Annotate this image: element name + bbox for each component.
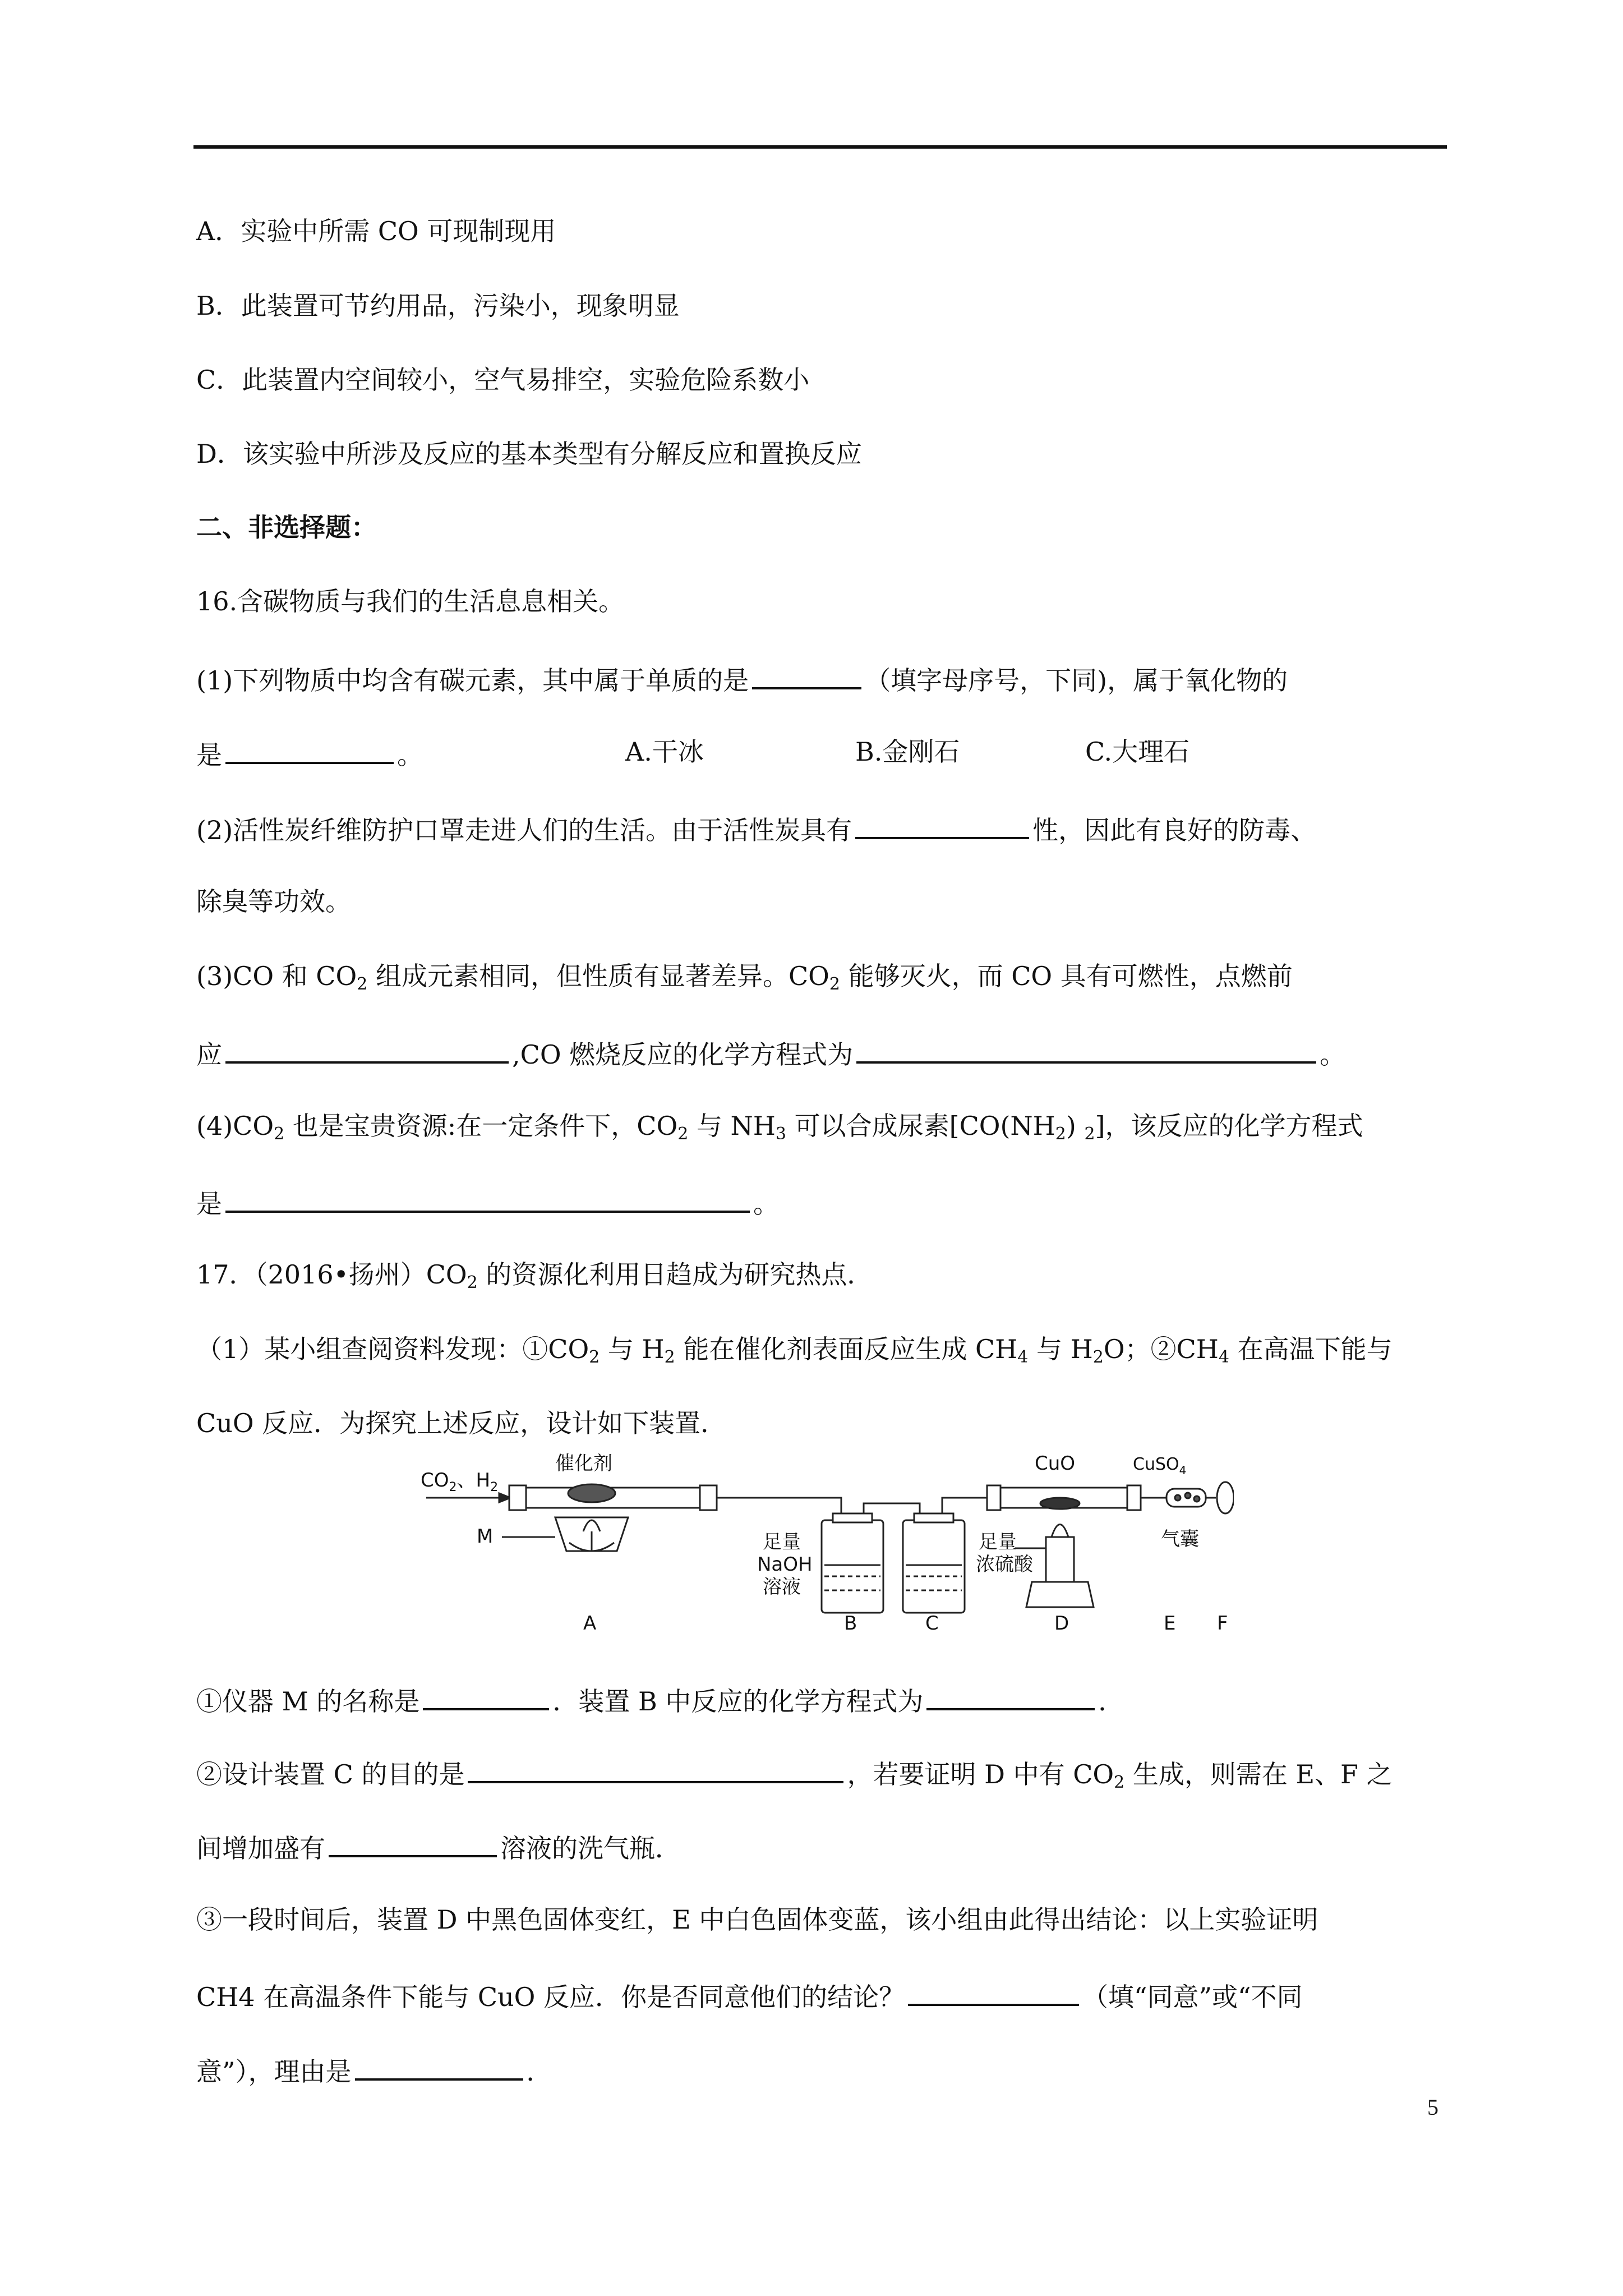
q16-part1-line1: (1)下列物质中均含有碳元素，其中属于单质的是 （填字母序号，下同)，属于氧化物的 [196,659,1453,698]
answer-blank[interactable] [225,1182,750,1213]
label-catalyst: 催化剂 [555,1452,612,1475]
label-a: A [583,1612,597,1632]
q17-sub2-line2: 间增加盛有 溶液的洗气瓶． [196,1827,1453,1866]
q17-sub3-line2: CH4 在高温条件下能与 CuO 反应．你是否同意他们的结论？ （填“同意”或“不同 [196,1976,1453,2015]
connect-tube-ab [717,1498,841,1520]
lamp-base [1026,1582,1094,1607]
choice-c: C.大理石 [1085,737,1190,767]
q16-part3-line1: (3)CO 和 $CO_2$ 组成元素相同，但性质有显著差异。$CO_2$ 能够灭火，而 CO 具有可燃性，点燃前 [196,961,1293,994]
label-b: B [844,1612,857,1632]
option-a: A．实验中所需 CO 可现制现用 [196,216,556,246]
q16-part2-line1: (2)活性炭纤维防护口罩走进人们的生活。由于活性炭具有 性，因此有良好的防毒、 [196,809,1453,848]
answer-blank[interactable] [908,1976,1079,2006]
answer-blank[interactable] [225,734,394,764]
answer-blank[interactable] [355,2050,523,2081]
lamp-tube [1046,1537,1074,1582]
label-acid-2: 浓硫酸 [976,1553,1033,1576]
answer-blank[interactable] [856,1033,1316,1064]
label-cuo: CuO [1035,1452,1076,1475]
q16-part4-line1: $(4)CO_2$ 也是宝贵资源:在一定条件下，$CO_2$ 与 $NH_3$ 可以合成尿素[$CO(NH_2)$ $_2$]，该反应的化学方程式 [196,1111,1363,1144]
label-f: F [1217,1612,1228,1632]
label-d: D [1054,1612,1069,1632]
label-m: M [477,1525,494,1548]
stopper-right [700,1485,717,1510]
answer-blank[interactable] [329,1827,497,1857]
page-number: 5 [1427,2095,1438,2120]
label-gas-bag: 气囊 [1161,1528,1199,1550]
label-naoh-1: 足量 [763,1531,801,1553]
q16-stem: 16.含碳物质与我们的生活息息相关。 [196,586,625,616]
q16-part4-line2: 是 。 [196,1182,1453,1222]
answer-blank[interactable] [468,1753,843,1783]
q17-sub3-line1: ③一段时间后，装置 D 中黑色固体变红，E 中白色固体变蓝，该小组由此得出结论：以上实验证明 [196,1904,1318,1935]
q17-sub2-line1: ②设计装置 C 的目的是 ，若要证明 D 中有 $CO_2$ 生成，则需在 E、F 之 [196,1753,1453,1801]
q16-part3-line2: 应 ,CO 燃烧反应的化学方程式为 。 [196,1033,1453,1073]
answer-blank[interactable] [752,659,861,689]
section-title: 二、非选择题： [196,512,377,542]
catalyst-bed [568,1484,615,1502]
label-naoh-3: 溶液 [763,1576,801,1598]
cuo-powder [1040,1498,1080,1509]
header-rule [193,145,1447,149]
answer-blank[interactable] [855,809,1029,839]
option-b: B．此装置可节约用品，污染小，现象明显 [196,291,680,321]
lamp-flame [1052,1525,1068,1538]
apparatus-diagram [415,1447,1234,1632]
gas-bag-f [1217,1482,1234,1513]
choice-b: B.金刚石 [855,737,960,767]
q17-part1-line2: CuO 反应．为探究上述反应，设计如下装置． [196,1408,727,1438]
svg-text:CO2、H2: $CO_2$、$H_2$ [421,1469,499,1494]
answer-blank[interactable] [225,1033,509,1064]
label-acid-1: 足量 [979,1531,1017,1553]
choice-a: A.干冰 [625,737,704,767]
wash-bottle-c [903,1520,965,1613]
label-c: C [925,1612,939,1632]
q16-part1-line2: 是 。 A.干冰 B.金刚石 C.大理石 [196,734,1453,773]
answer-blank[interactable] [423,1680,549,1710]
stopper-left [509,1485,526,1510]
label-e: E [1164,1612,1176,1632]
q16-part2-line2: 除臭等功效。 [196,886,351,917]
option-c: C．此装置内空间较小，空气易排空，实验危险系数小 [196,365,810,395]
option-d: D．该实验中所涉及反应的基本类型有分解反应和置换反应 [196,439,862,469]
label-cuso4: CuSO$_4$ [1133,1455,1187,1477]
wash-bottle-b [822,1520,883,1613]
q17-sub3-line3: 意”），理由是 ． [196,2050,1453,2090]
q17-part1-line1: （1）某小组查阅资料发现：$①CO_2$ 与 $H_2$ 能在催化剂表面反应生成 $CH_4$ 与 $H_2O$；$②CH_4$ 在高温下能与 [196,1334,1393,1367]
label-naoh-2: NaOH [757,1553,813,1576]
answer-blank[interactable] [926,1680,1095,1710]
q17-stem: 17．（2016•扬州）$CO_2$ 的资源化利用日趋成为研究热点． [196,1259,873,1292]
q17-sub1: ①仪器 M 的名称是 ．装置 B 中反应的化学方程式为 ． [196,1680,1453,1719]
